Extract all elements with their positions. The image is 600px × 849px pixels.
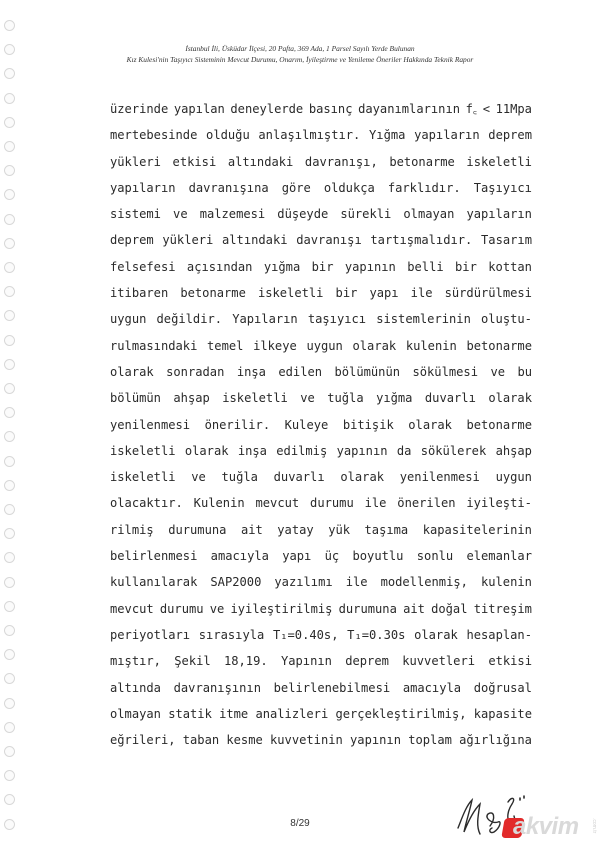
body-paragraph: [110, 96, 532, 753]
text-line: [110, 175, 532, 201]
word: taşıma: [364, 522, 409, 537]
word: olarak: [488, 391, 532, 406]
word: iskeletli: [466, 154, 532, 169]
word: Kuleye: [284, 417, 329, 432]
word: sürdürülmesi: [444, 286, 532, 301]
word: olmayan: [110, 706, 161, 721]
document-header: [0, 43, 600, 65]
binder-hole: [4, 746, 15, 757]
text-line: [110, 280, 532, 306]
watermark-domain-text: .com.tr: [591, 818, 597, 834]
binder-hole: [4, 528, 15, 539]
text-line: [110, 412, 532, 438]
binder-hole: [4, 770, 15, 781]
word: altındaki: [227, 154, 294, 169]
header-line-1: İstanbul İli, Üsküdar İlçesi, 20 Pafta, 369 Ada, 1 Parsel Sayılı Yerde Bulunan: [185, 44, 415, 53]
word: doğrusal: [473, 680, 532, 695]
binder-hole: [4, 238, 15, 249]
word: inşa: [237, 443, 267, 458]
word: olarak: [110, 364, 154, 379]
text-line: [110, 438, 532, 464]
text-line: [110, 385, 532, 411]
word: ağırlığına: [459, 733, 532, 748]
text-line: [110, 464, 532, 490]
word: ve: [209, 601, 225, 616]
watermark-logo: [503, 812, 598, 846]
word: olarak: [408, 417, 452, 432]
word: deprem: [345, 654, 389, 669]
word: bu: [517, 364, 532, 379]
binder-hole: [4, 577, 15, 588]
binder-hole: [4, 625, 15, 636]
word: anlaşılmıştır.: [258, 128, 361, 143]
word: T₁=0.30s: [347, 627, 406, 642]
binder-hole: [4, 698, 15, 709]
word: deprem: [110, 233, 154, 248]
word: yapının: [350, 733, 401, 748]
word: hesaplan-: [466, 627, 532, 642]
word: tuğla: [327, 391, 364, 406]
word: Taşıyıcı: [473, 180, 532, 195]
word: bitişik: [342, 417, 394, 432]
word: T₁=0.40s,: [272, 627, 339, 642]
word: yenilenmesi: [110, 417, 191, 432]
word: iskeletli: [222, 391, 288, 406]
word: yığma: [263, 259, 301, 274]
word: modellenmiş,: [380, 575, 468, 590]
word: yazılımı: [274, 575, 333, 590]
watermark-brand-text: akvim: [513, 813, 579, 840]
text-line: [110, 254, 532, 280]
text-line: [110, 701, 532, 727]
word: yapı: [282, 549, 312, 564]
text-line: [110, 227, 532, 253]
word: yapının: [336, 443, 388, 458]
word: düşeyde: [277, 207, 329, 222]
binder-hole: [4, 68, 15, 79]
word: yığma: [376, 391, 413, 406]
word: yapılan: [173, 102, 225, 116]
binder-hole: [4, 214, 15, 225]
text-line: [110, 727, 532, 753]
word: amacıyla: [210, 549, 269, 564]
word: uygun: [306, 338, 343, 353]
word: durumuna: [338, 601, 397, 616]
word: bölümün: [110, 391, 161, 406]
word: bölümünün: [334, 364, 401, 379]
word: sonlu: [416, 549, 454, 564]
binder-holes: [4, 20, 18, 840]
word: oluştu-: [481, 312, 532, 327]
word: analizleri: [255, 706, 329, 721]
word: Kulenin: [193, 496, 245, 511]
word: farklıdır.: [387, 180, 461, 195]
word: davranışı: [296, 233, 362, 248]
word: yükleri: [162, 233, 214, 248]
word: dayanımlarının: [358, 102, 461, 116]
word: Yapıların: [232, 312, 298, 327]
word: altındaki: [222, 233, 288, 248]
word: doğal: [431, 601, 468, 616]
binder-hole: [4, 649, 15, 660]
word: iyileştirilmiş: [230, 601, 333, 616]
word: ilkeye: [253, 338, 297, 353]
word: tuğla: [221, 470, 258, 485]
word: ve: [490, 364, 505, 379]
word: iyileşti-: [466, 496, 532, 511]
word: ve: [173, 207, 188, 222]
text-line: [110, 543, 532, 569]
word: boyutlu: [352, 549, 404, 564]
word: bir: [455, 259, 477, 274]
word: edilmiş: [276, 443, 328, 458]
word: olarak: [414, 627, 458, 642]
word: uygun: [110, 312, 147, 327]
binder-hole: [4, 504, 15, 515]
text-line: [110, 569, 532, 595]
word: Yapının: [280, 654, 332, 669]
word: deprem: [488, 128, 532, 143]
word: bir: [311, 259, 334, 274]
word: yapıların: [414, 128, 480, 143]
word: durumuna: [168, 522, 227, 537]
binder-hole: [4, 407, 15, 418]
word: rilmiş: [110, 522, 154, 537]
word: <: [482, 102, 490, 116]
word: ile: [410, 286, 433, 301]
binder-hole: [4, 189, 15, 200]
word: duvarlı: [424, 391, 476, 406]
word: yapı: [369, 286, 399, 301]
word: iskeletli: [110, 470, 176, 485]
word: değildir.: [156, 312, 223, 327]
word: sökülerek: [420, 443, 487, 458]
word: ahşap: [495, 443, 532, 458]
word: amacıyla: [402, 680, 462, 695]
word: eğrileri,: [110, 733, 176, 748]
text-line: [110, 675, 532, 701]
word: önerilen: [397, 496, 456, 511]
word: edilen: [278, 364, 323, 379]
word: taşıyıcı: [307, 312, 367, 327]
word: ile: [345, 575, 368, 590]
word: mertebesinde: [110, 128, 198, 143]
word: davranışına: [188, 180, 269, 195]
word: yükleri: [110, 154, 161, 169]
word: basınç: [308, 102, 353, 116]
word: sürekli: [340, 207, 392, 222]
binder-hole: [4, 141, 15, 152]
word: kapasitelerinin: [422, 522, 532, 537]
word: ile: [364, 496, 387, 511]
word: toplam: [408, 733, 452, 748]
binder-hole: [4, 456, 15, 467]
text-line: [110, 149, 532, 175]
word: uygun: [495, 470, 532, 485]
word: belirlenmesi: [110, 549, 198, 564]
word: inşa: [236, 364, 266, 379]
binder-hole: [4, 480, 15, 491]
word: betonarme: [466, 417, 532, 432]
word: olduğu: [206, 128, 250, 143]
word: yatay: [277, 522, 314, 537]
binder-hole: [4, 722, 15, 733]
word: mevcut: [255, 496, 300, 511]
word: mıştır,: [110, 654, 161, 669]
text-line: [110, 359, 532, 385]
word: sırasıyla: [198, 627, 265, 642]
page-number: 8/29: [290, 818, 310, 829]
word: ait: [403, 601, 425, 616]
word: yük: [328, 522, 351, 537]
word: sonradan: [166, 364, 225, 379]
binder-hole: [4, 310, 15, 321]
word: kuvvetinin: [270, 733, 343, 748]
word: göre: [281, 180, 311, 195]
text-line: [110, 96, 532, 122]
word: sistemlerinin: [376, 312, 471, 327]
word: altında: [110, 680, 161, 695]
word: duvarlı: [273, 470, 325, 485]
word: kulenin: [405, 338, 457, 353]
word: kesme: [226, 733, 263, 748]
word: iskeletli: [257, 286, 324, 301]
word: Şekil: [174, 654, 211, 669]
text-line: [110, 596, 532, 622]
word: davranışı,: [304, 154, 378, 169]
binder-hole: [4, 335, 15, 346]
word: 11Mpa: [495, 102, 532, 116]
word: yapıların: [110, 180, 176, 195]
binder-hole: [4, 673, 15, 684]
binder-hole: [4, 359, 15, 370]
binder-hole: [4, 286, 15, 297]
word: da: [396, 443, 412, 458]
binder-hole: [4, 93, 15, 104]
word: taban: [182, 733, 220, 748]
word: yenilenmesi: [399, 470, 480, 485]
word: gerçekleştirilmiş,: [335, 706, 467, 721]
text-line: [110, 122, 532, 148]
word: temel: [207, 338, 244, 353]
word: betonarme: [389, 154, 455, 169]
word: durumu: [310, 496, 354, 511]
word: f꜀: [465, 102, 478, 116]
binder-hole: [4, 552, 15, 563]
text-line: [110, 648, 532, 674]
binder-hole: [4, 794, 15, 805]
word: felsefesi: [110, 259, 176, 274]
word: rulmasındaki: [110, 338, 198, 353]
word: önerilir.: [204, 417, 271, 432]
word: yapının: [344, 259, 396, 274]
word: ait: [240, 522, 263, 537]
binder-hole: [4, 431, 15, 442]
word: SAP2000: [210, 575, 262, 590]
word: olarak: [352, 338, 397, 353]
word: olacaktır.: [110, 496, 183, 511]
word: olarak: [184, 443, 229, 458]
word: Yığma: [369, 128, 406, 143]
word: açısından: [186, 259, 253, 274]
word: etkisi: [172, 154, 217, 169]
text-line: [110, 201, 532, 227]
word: durumu: [159, 601, 204, 616]
word: Tasarım: [481, 233, 532, 248]
word: üzerinde: [110, 102, 169, 116]
word: yapıların: [466, 207, 532, 222]
word: bir: [335, 286, 358, 301]
word: itibaren: [110, 286, 169, 301]
word: deneylerde: [230, 102, 304, 116]
word: iskeletli: [110, 443, 176, 458]
binder-hole: [4, 383, 15, 394]
word: malzemesi: [199, 207, 266, 222]
word: kullanılarak: [110, 575, 198, 590]
word: ve: [191, 470, 206, 485]
word: titreşim: [473, 601, 532, 616]
word: belirlenebilmesi: [273, 680, 391, 695]
header-line-2: Kız Kulesi'nin Taşıyıcı Sisteminin Mevcut Durumu, Onarım, İyileştirme ve Yenileme Öneriler Hakkında Teknik Rapor: [126, 55, 474, 64]
word: belli: [407, 259, 444, 274]
word: üç: [324, 549, 340, 564]
word: kulenin: [480, 575, 532, 590]
binder-hole: [4, 20, 15, 31]
text-line: [110, 622, 532, 648]
word: itme: [219, 706, 249, 721]
word: periyotları: [110, 627, 191, 642]
text-line: [110, 517, 532, 543]
word: kuvvetleri: [402, 654, 476, 669]
word: sökülmesi: [412, 364, 478, 379]
word: tartışmalıdır.: [370, 233, 473, 248]
word: davranışının: [173, 680, 261, 695]
word: kottan: [488, 259, 532, 274]
binder-hole: [4, 262, 15, 273]
text-line: [110, 490, 532, 516]
word: mevcut: [110, 601, 154, 616]
word: kapasite: [473, 706, 532, 721]
binder-hole: [4, 601, 15, 612]
word: ve: [300, 391, 315, 406]
text-line: [110, 333, 532, 359]
word: olarak: [340, 470, 385, 485]
word: ahşap: [173, 391, 210, 406]
word: 18,19.: [223, 654, 268, 669]
word: betonarme: [466, 338, 532, 353]
word: elemanlar: [466, 549, 532, 564]
binder-hole: [4, 117, 15, 128]
binder-hole: [4, 165, 15, 176]
word: betonarme: [180, 286, 246, 301]
text-line: [110, 306, 532, 332]
word: sistemi: [110, 207, 161, 222]
word: etkisi: [488, 654, 532, 669]
word: statik: [168, 706, 212, 721]
word: oldukça: [323, 180, 375, 195]
word: olmayan: [403, 207, 455, 222]
